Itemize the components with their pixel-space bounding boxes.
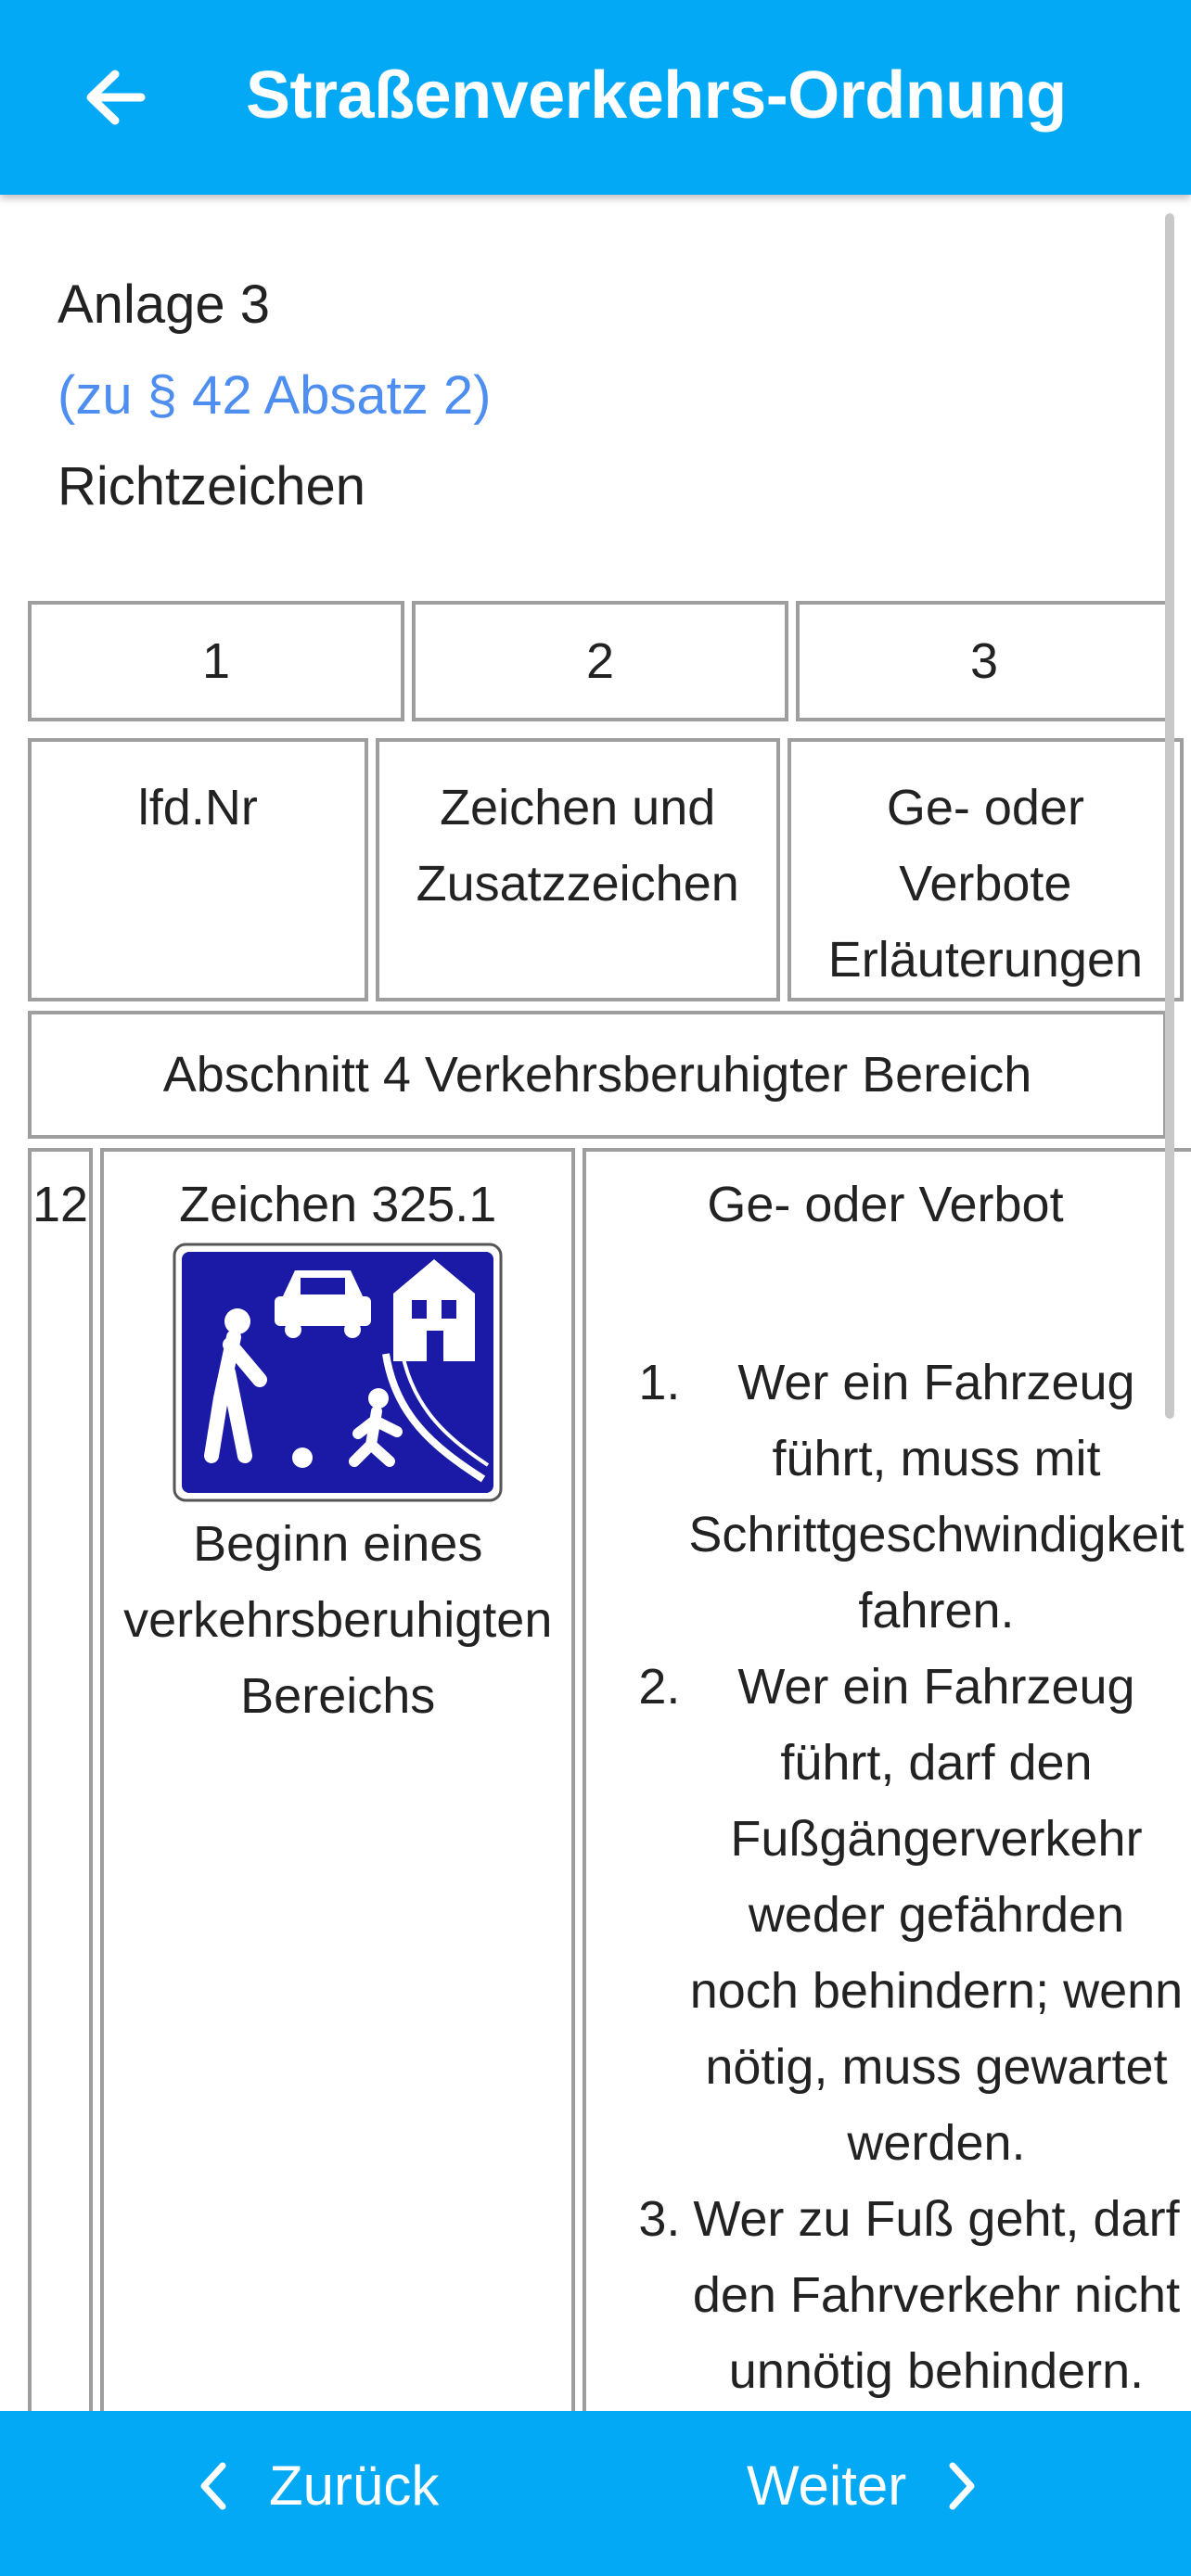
chevron-left-icon <box>195 2458 232 2514</box>
rule-text: Wer ein Fahrzeug führt, muss mit Schrittgeschwindigkeit fahren. <box>688 1355 1185 1639</box>
next-label: Weiter <box>747 2455 907 2517</box>
paragraph-link[interactable]: (zu § 42 Absatz 2) <box>58 365 492 426</box>
bottom-nav-bar <box>0 2411 1191 2576</box>
section-row <box>20 1003 1174 1146</box>
column-header: Ge- oder Verbote Erläuterungen <box>788 738 1184 1001</box>
rules-cell <box>583 1148 1191 2411</box>
scrollbar[interactable] <box>1165 213 1174 1419</box>
column-number: 1 <box>28 601 404 721</box>
column-header: Zeichen und Zusatzzeichen <box>376 738 780 1001</box>
play-street-sign-icon <box>173 1243 503 1502</box>
list-number: 1. <box>638 1355 681 1410</box>
annex-subtitle: Richtzeichen <box>58 456 366 516</box>
sign-cell <box>100 1148 575 2411</box>
rule-text: Wer ein Fahrzeug führt, darf den Fußgängerverkehr weder gefährden noch behindern; wenn nötig, muss gewartet werden. <box>689 1659 1184 2171</box>
column-header: lfd.Nr <box>28 738 368 1001</box>
prev-button[interactable] <box>195 2454 439 2518</box>
annex-title: Anlage 3 <box>58 274 270 335</box>
list-item <box>638 1649 1184 2181</box>
content-area[interactable] <box>0 195 1191 2411</box>
column-header-row <box>20 731 1191 1009</box>
section-header <box>58 260 491 532</box>
sign-caption: Beginn eines verkehrsberuhigten Bereichs <box>123 1516 553 1724</box>
table-row <box>20 1141 1191 2411</box>
next-button[interactable] <box>747 2454 980 2518</box>
chevron-right-icon <box>943 2458 980 2514</box>
column-number: 2 <box>412 601 788 721</box>
sign-title: Zeichen 325.1 <box>179 1177 497 1232</box>
rules-list <box>638 1345 1185 2409</box>
arrow-left-icon[interactable] <box>74 56 158 139</box>
row-number: 12 <box>28 1148 93 2411</box>
page-title: Straßenverkehrs-Ordnung <box>246 58 1067 133</box>
column-number-row <box>20 593 1180 729</box>
list-number: 3. <box>638 2191 681 2247</box>
rule-text: Wer zu Fuß geht, darf den Fahrverkehr nicht unnötig behindern. <box>692 2191 1181 2399</box>
column-number: 3 <box>796 601 1172 721</box>
app-bar <box>0 0 1191 195</box>
list-item <box>638 1345 1185 1649</box>
section-title: Abschnitt 4 Verkehrsberuhigter Bereich <box>28 1011 1167 1139</box>
rules-heading: Ge- oder Verbot <box>707 1177 1064 1232</box>
list-item <box>638 2181 1184 2409</box>
prev-label: Zurück <box>269 2455 440 2517</box>
list-number: 2. <box>638 1659 681 1715</box>
